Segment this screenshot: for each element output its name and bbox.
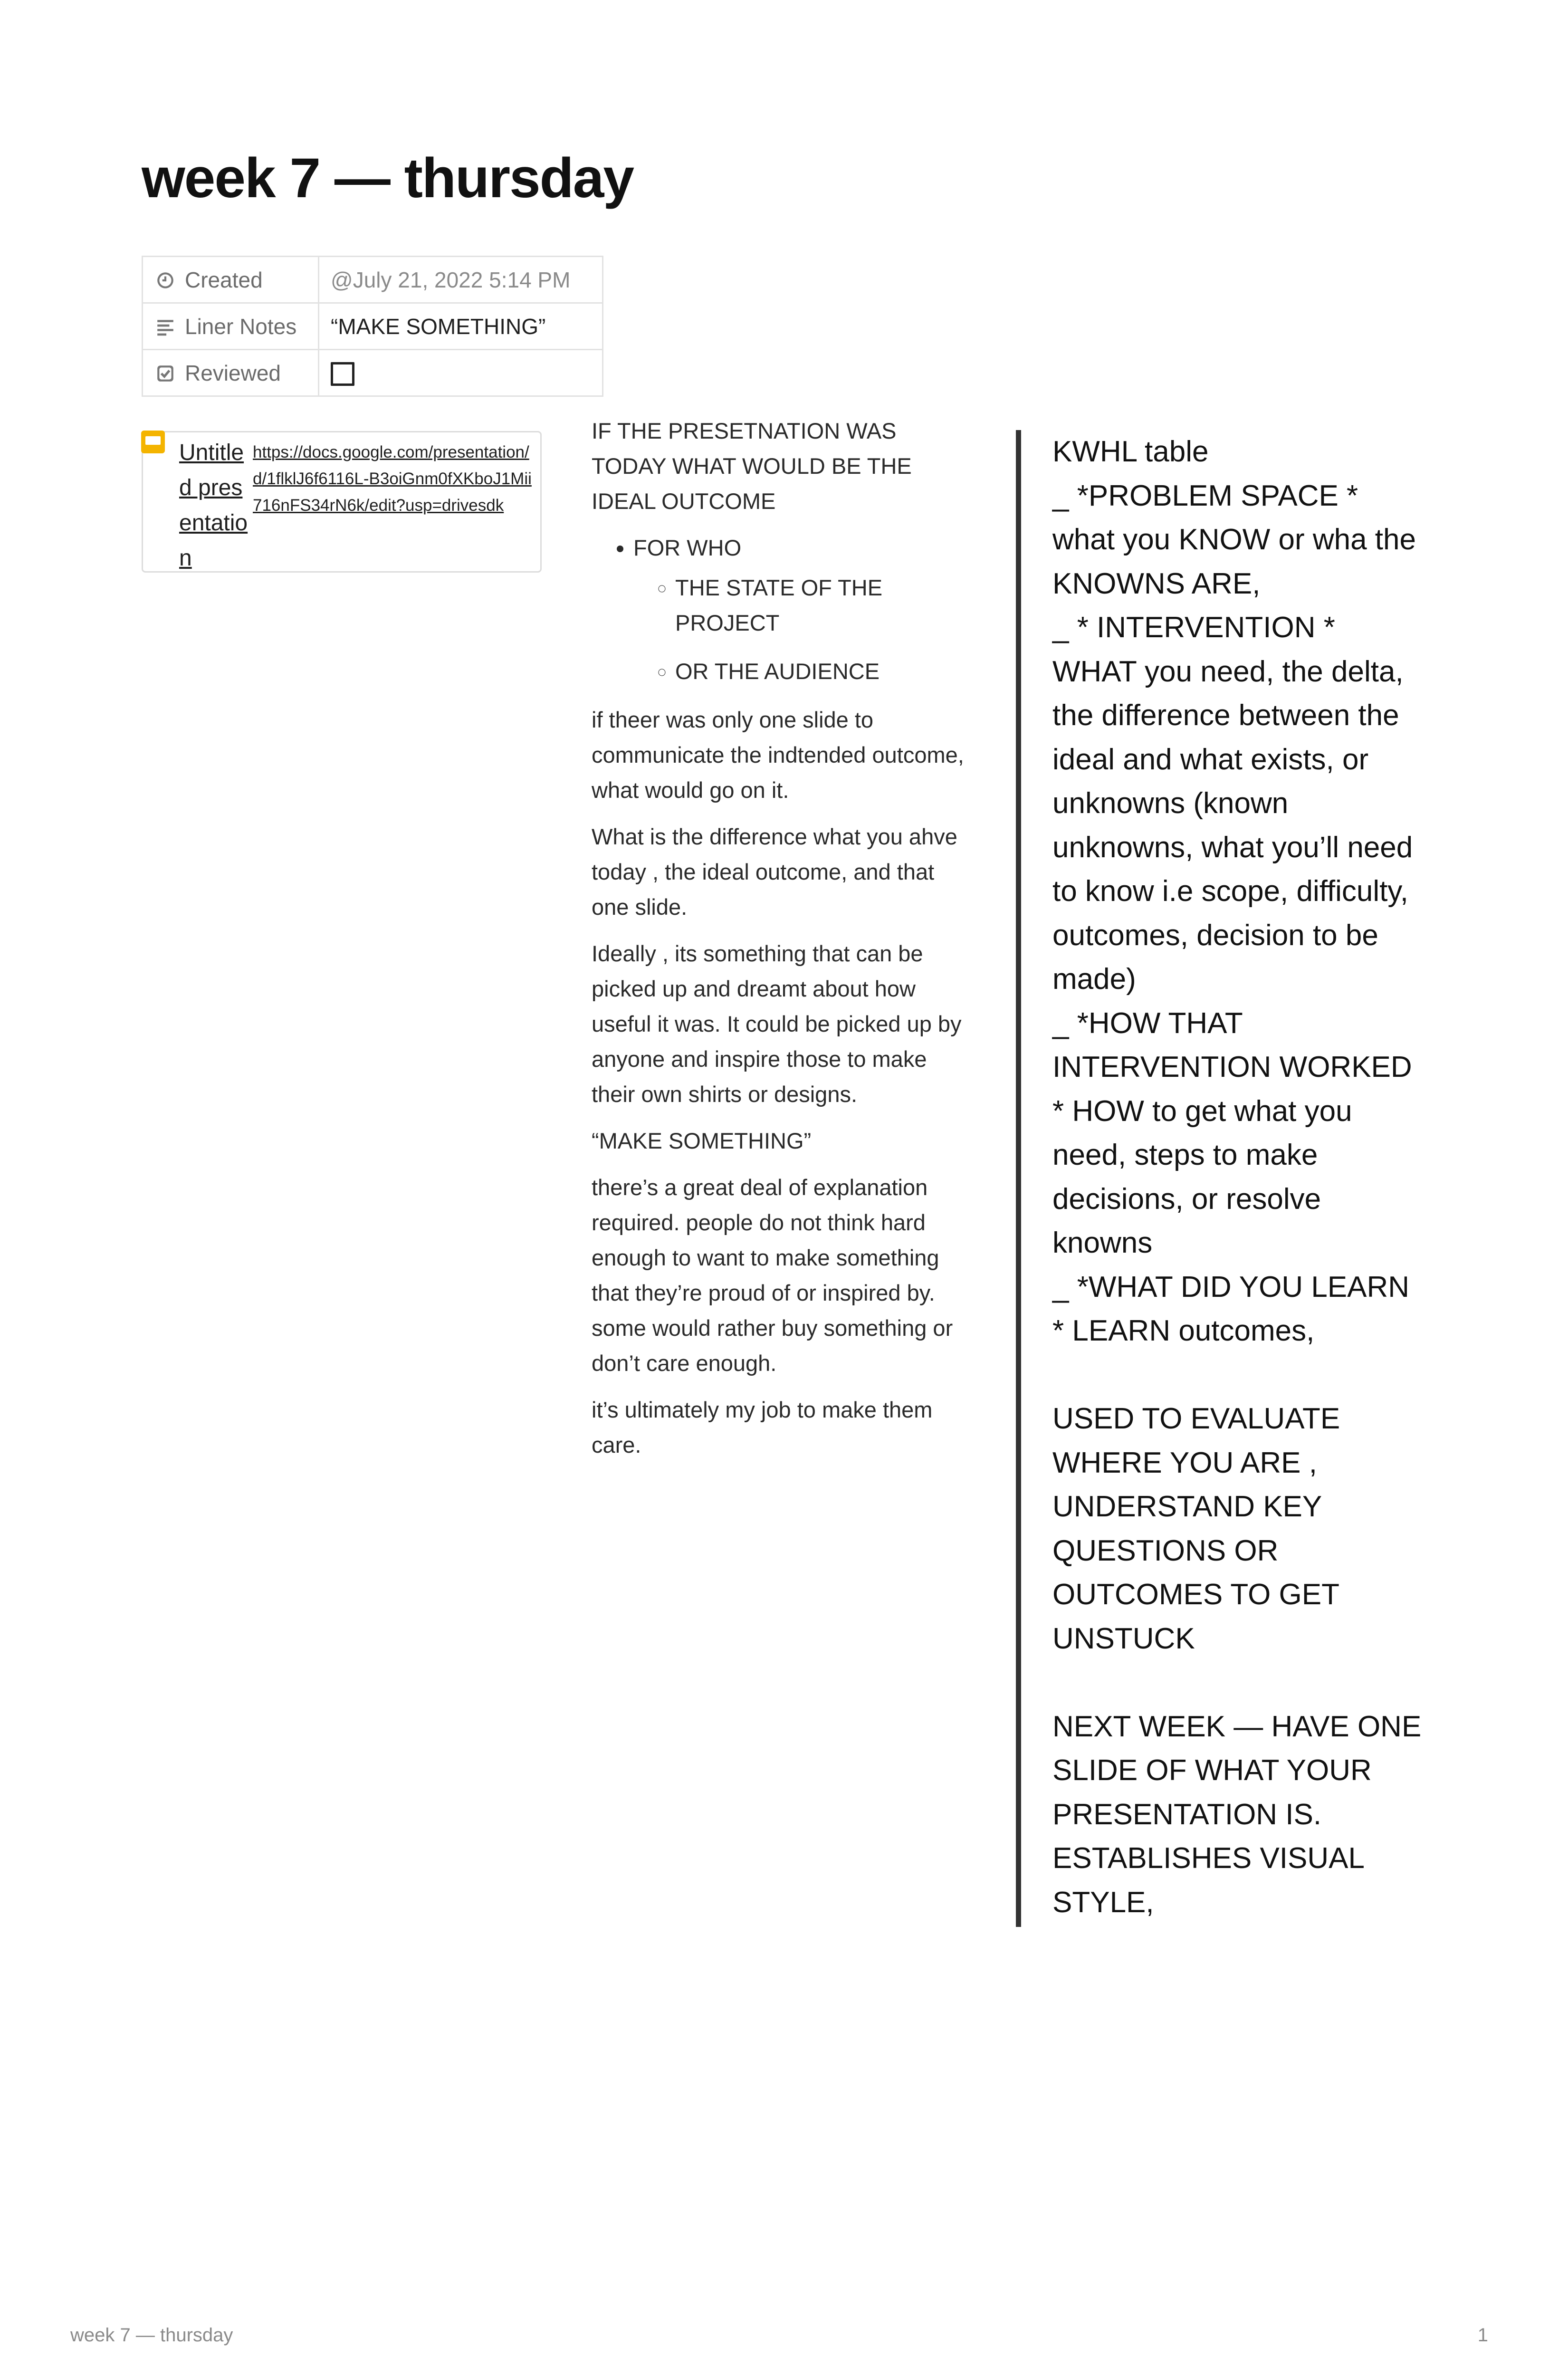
property-label-liner-notes: Liner Notes <box>143 303 319 350</box>
quote-line: the difference between the <box>1052 699 1399 732</box>
quote-line: to know i.e scope, difficulty, <box>1052 875 1408 908</box>
checkbox-property-icon <box>155 364 175 383</box>
bookmark-card[interactable] <box>142 431 542 573</box>
quote-line: unknowns (known <box>1052 787 1289 820</box>
property-value-reviewed <box>319 350 603 396</box>
sub-list-item: ◦ OR THE AUDIENCE <box>675 654 972 689</box>
quote-line: ideal and what exists, or <box>1052 743 1369 776</box>
quote-line: INTERVENTION WORKED <box>1052 1051 1412 1083</box>
bookmark-url-link[interactable]: https://docs.google.com/presentation/d/1flklJ6f6116L-B3oiGnm0fXKboJ1Mii716nFS34rN6k/edit?usp=drivesdk <box>253 443 532 515</box>
quote-line: KNOWNS ARE, <box>1052 567 1261 600</box>
quote-line: outcomes, decision to be <box>1052 919 1378 952</box>
paragraph: “MAKE SOMETHING” <box>592 1128 812 1153</box>
paragraph: there’s a great deal of explanation required. people do not think hard enough to want to make something that they’re proud of or inspired by. some would rather buy something or don’t care enough. <box>592 1175 953 1376</box>
quote-line: PRESENTATION IS. <box>1052 1798 1322 1831</box>
quote-line: _ *PROBLEM SPACE * <box>1052 479 1358 512</box>
quote-line: UNSTUCK <box>1052 1622 1195 1655</box>
quote-line: knowns <box>1052 1226 1153 1259</box>
reviewed-checkbox[interactable] <box>331 362 354 386</box>
quote-line <box>1052 1353 1447 1398</box>
bullet-list <box>592 530 972 689</box>
list-item: • FOR WHO ◦ THE STATE OF THE PROJECT ◦ OR THE AUDIENCE <box>633 530 972 689</box>
quote-line: UNDERSTAND KEY <box>1052 1490 1322 1523</box>
paragraph: it’s ultimately my job to make them care. <box>592 1397 933 1457</box>
property-row-created <box>143 257 603 303</box>
quote-line <box>1052 1661 1447 1705</box>
properties-table <box>142 256 603 397</box>
quote-line: USED TO EVALUATE <box>1052 1402 1340 1435</box>
quote-line: what you KNOW or wha the <box>1052 523 1416 556</box>
quote-line: NEXT WEEK — HAVE ONE <box>1052 1710 1422 1743</box>
paragraph: Ideally , its something that can be picked up and dreamt about how useful it was. It could be picked up by anyone and inspire those to make their own shirts or designs. <box>592 941 962 1107</box>
quote-line: _ *HOW THAT <box>1052 1006 1243 1040</box>
sub-bullet-list <box>633 570 972 689</box>
page-number: 1 <box>1477 2325 1488 2346</box>
text-lines-icon <box>155 317 175 337</box>
kwhl-quote-block <box>1016 430 1444 1927</box>
paragraph: if theer was only one slide to communicate the indtended outcome, what would go on it. <box>592 707 964 803</box>
quote-text <box>1052 430 1447 1925</box>
property-label-reviewed: Reviewed <box>143 350 319 396</box>
property-label-created: Created <box>143 257 319 303</box>
quote-line: made) <box>1052 963 1136 996</box>
property-row-reviewed <box>143 350 603 396</box>
quote-line: _ *WHAT DID YOU LEARN <box>1052 1270 1410 1303</box>
quote-line: KWHL table <box>1052 435 1209 468</box>
heading-paragraph: IF THE PRESETNATION WAS TODAY WHAT WOULD BE THE IDEAL OUTCOME <box>592 418 912 514</box>
quote-line: SLIDE OF WHAT YOUR <box>1052 1754 1372 1787</box>
page-title: week 7 — thursday <box>142 147 633 210</box>
quote-line: need, steps to make <box>1052 1139 1318 1171</box>
quote-line: * LEARN outcomes, <box>1052 1314 1315 1347</box>
property-value-created: @July 21, 2022 5:14 PM <box>319 257 603 303</box>
sub-list-item: ◦ THE STATE OF THE PROJECT <box>675 570 972 641</box>
quote-line: STYLE, <box>1052 1886 1154 1919</box>
property-row-liner-notes <box>143 303 603 350</box>
quote-line: _ * INTERVENTION * <box>1052 611 1335 644</box>
clock-icon <box>155 270 175 290</box>
quote-line: QUESTIONS OR <box>1052 1534 1279 1567</box>
google-slides-icon <box>141 431 165 453</box>
quote-line: WHERE YOU ARE , <box>1052 1446 1317 1479</box>
quote-line: OUTCOMES TO GET <box>1052 1578 1339 1611</box>
quote-line: decisions, or resolve <box>1052 1182 1321 1216</box>
quote-line: * HOW to get what you <box>1052 1094 1352 1128</box>
quote-line: WHAT you need, the delta, <box>1052 655 1404 688</box>
quote-line: ESTABLISHES VISUAL <box>1052 1842 1365 1875</box>
footer-title: week 7 — thursday <box>70 2325 233 2346</box>
paragraph: What is the difference what you ahve today , the ideal outcome, and that one slide. <box>592 824 957 920</box>
notes-column <box>592 413 972 1474</box>
quote-line: unknowns, what you’ll need <box>1052 831 1413 864</box>
bookmark-title-link[interactable]: Untitled presentation <box>179 440 248 571</box>
property-value-liner-notes[interactable]: “MAKE SOMETHING” <box>319 303 603 350</box>
